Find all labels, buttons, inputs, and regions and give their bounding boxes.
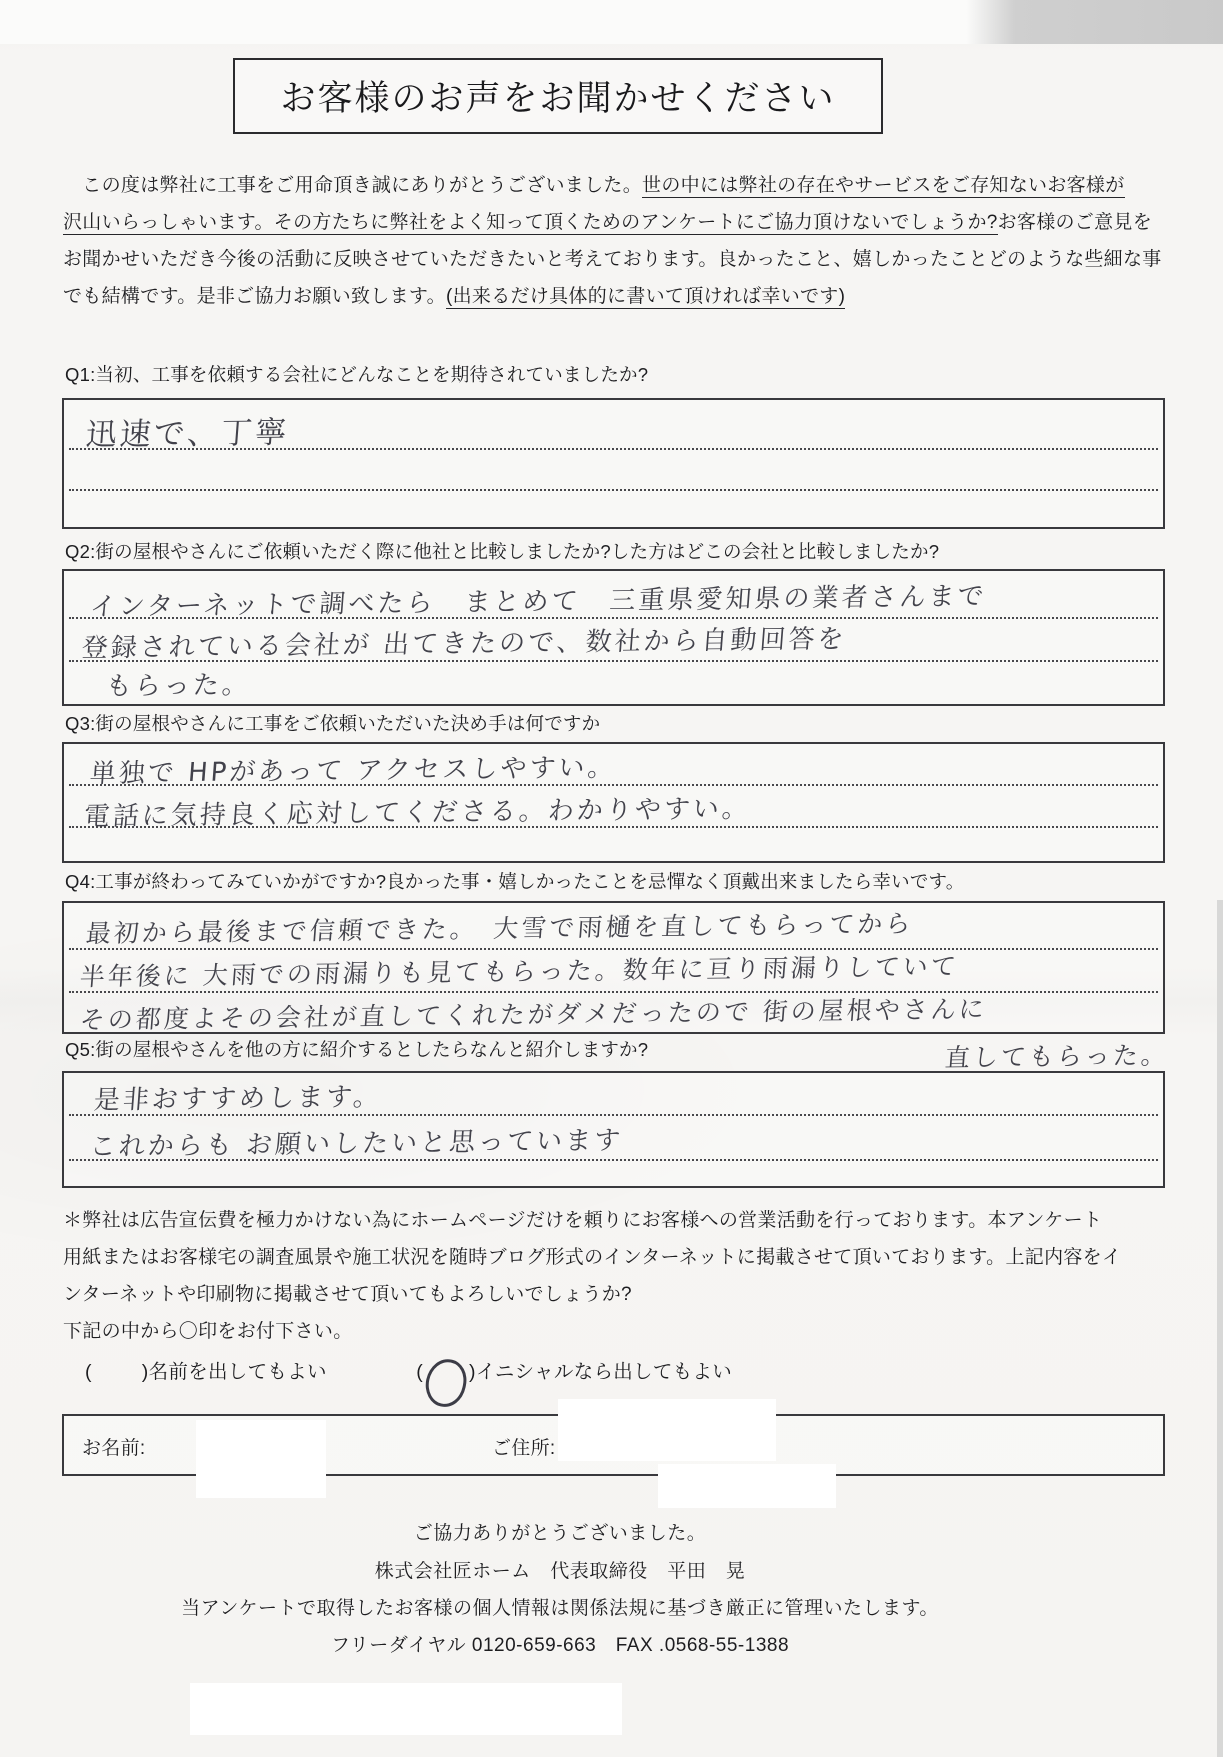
- note-line-4: 下記の中から〇印をお付下さい。: [63, 1321, 353, 1342]
- handwritten-answer: 最初から最後まで信頼できた。 大雪で雨樋を直してもらってから: [84, 908, 915, 949]
- handwritten-circle-mark: [421, 1355, 470, 1410]
- footer-thanks: ご協力ありがとうございました。: [413, 1523, 707, 1544]
- scan-edge-artifact: [1217, 900, 1223, 1757]
- handwritten-answer: 迅速で、丁寧: [84, 414, 291, 454]
- handwritten-answer-overflow: 直してもらった。: [943, 1040, 1170, 1073]
- handwritten-answer: 登録されている会社が 出てきたので、数社から自動回答を: [80, 624, 848, 664]
- handwritten-answer: 単独で HPがあって アクセスしやすい。: [88, 752, 618, 790]
- note-line-2: 用紙またはお客様宅の調査風景や施工状況を随時ブログ形式のインターネットに掲載させて頂いております。上記内容をイ: [63, 1247, 1122, 1268]
- intro-line-3: [63, 244, 1162, 271]
- consent-option-name-label: 名前を出してもよい: [148, 1361, 327, 1383]
- note-line-1: ＊弊社は広告宣伝費を極力かけない為にホームページだけを頼りにお客様への営業活動を行っております。本アンケート: [63, 1210, 1103, 1231]
- redaction-block: [658, 1464, 836, 1508]
- handwritten-answer: インターネットで調べたら まとめて 三重県愛知県の業者さんまで: [88, 581, 988, 623]
- consent-option-name: [85, 1361, 333, 1383]
- footer-phone: フリーダイヤル 0120-659-663 FAX .0568-55-1388: [330, 1635, 790, 1656]
- handwritten-answer: 是非おすすめします。: [92, 1082, 384, 1116]
- handwritten-answer: 電話に気持良く応対してくださる。わかりやすい。: [82, 793, 752, 833]
- redaction-block: [558, 1399, 776, 1461]
- form-title: お客様のお声をお聞かせください: [280, 79, 836, 118]
- answer-box-q2: [62, 569, 1165, 706]
- intro-text: この度は弊社に工事をご用命頂き誠にありがとうございました。: [63, 175, 643, 196]
- paren-open: (: [416, 1361, 424, 1383]
- intro-line-1: [63, 170, 1125, 197]
- handwritten-answer: これからも お願いしたいと思っています: [88, 1125, 625, 1163]
- answer-box-q5: [62, 1071, 1165, 1188]
- paren-close: ): [469, 1361, 476, 1383]
- note-line-3: ンターネットや印刷物に掲載させて頂いてもよろしいでしょうか?: [63, 1284, 632, 1305]
- handwritten-answer: 半年後に 大雨での雨漏りも見てもらった。数年に亘り雨漏りしていて: [78, 951, 960, 992]
- question-3-label: Q3:街の屋根やさんに工事をご依頼いただいた決め手は何ですか: [65, 713, 601, 734]
- name-label: お名前:: [82, 1438, 146, 1459]
- question-1-label: Q1:当初、工事を依頼する会社にどんなことを期待されていましたか?: [65, 364, 649, 385]
- ruled-dotted-line: [69, 489, 1158, 491]
- form-title-box: [233, 58, 883, 134]
- scan-edge-artifact: [0, 0, 1223, 44]
- consent-option-initial-label: イニシャルなら出してもよい: [475, 1361, 733, 1383]
- intro-line-2: [63, 207, 1152, 234]
- redaction-block: [190, 1683, 622, 1735]
- paren-close: ): [141, 1361, 149, 1383]
- intro-text-underlined: (出来るだけ具体的に書いて頂ければ幸いです): [445, 286, 846, 307]
- intro-text: お客様のご意見を: [997, 212, 1153, 233]
- footer-privacy: 当アンケートで取得したお客様の個人情報は関係法規に基づき厳正に管理いたします。: [181, 1598, 939, 1619]
- answer-box-q3: [62, 742, 1165, 863]
- intro-text-underlined: 世の中には弊社の存在やサービスをご存知ないお客様が: [642, 175, 1125, 196]
- consent-options-row: [85, 1356, 732, 1384]
- intro-text-underlined: 沢山いらっしゃいます。その方たちに弊社をよく知って頂くためのアンケートにご協力頂けないでしょうか?: [63, 212, 998, 233]
- ruled-dotted-line: [69, 948, 1158, 950]
- handwritten-answer: その都度よその会社が直してくれたがダメだったので 街の屋根やさんに: [78, 994, 988, 1035]
- marked-area: [423, 1368, 469, 1378]
- question-4-label: Q4:工事が終わってみていかがですか?良かった事・嬉しかったことを忌憚なく頂戴出来ましたら幸いです。: [65, 871, 965, 892]
- intro-text: でも結構です。是非ご協力お願い致します。: [63, 286, 446, 307]
- address-label: ご住所:: [492, 1438, 556, 1459]
- question-2-label: Q2:街の屋根やさんにご依頼いただく際に他社と比較しましたか?した方はどこの会社と比較しましたか?: [65, 541, 940, 562]
- answer-box-q1: [62, 398, 1165, 529]
- intro-text: お聞かせいただき今後の活動に反映させていただきたいと考えております。良かったこと、嬉しかったことどのような些細な事: [63, 249, 1162, 270]
- answer-box-q4: [62, 901, 1165, 1034]
- intro-line-4: [63, 281, 845, 308]
- question-5-label: Q5:街の屋根やさんを他の方に紹介するとしたらなんと紹介しますか?: [65, 1039, 649, 1060]
- paren-open: (: [85, 1361, 92, 1383]
- blank-mark-area: [92, 1368, 142, 1378]
- footer-company: 株式会社匠ホーム 代表取締役 平田 晃: [374, 1561, 746, 1582]
- handwritten-answer: もらった。: [104, 670, 252, 702]
- consent-option-initial: [416, 1361, 732, 1383]
- redaction-block: [196, 1420, 326, 1498]
